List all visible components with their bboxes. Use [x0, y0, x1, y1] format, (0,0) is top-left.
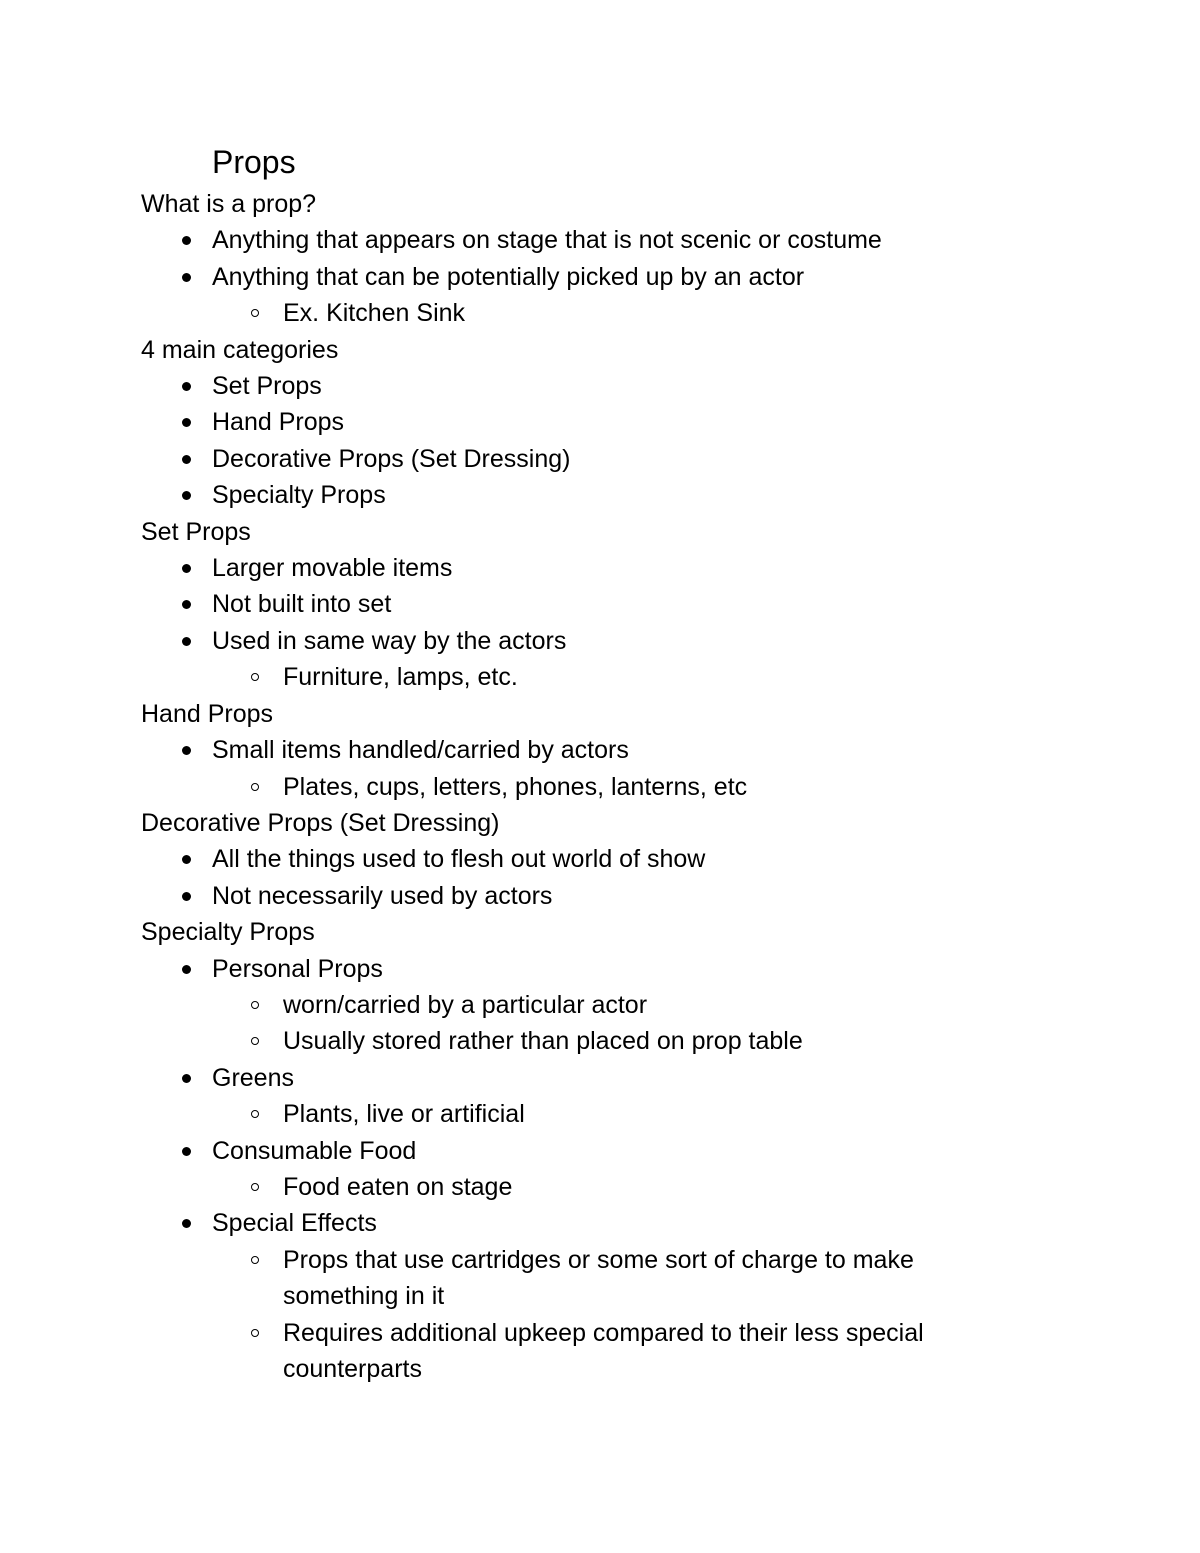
- sub-list-item: [141, 295, 1021, 331]
- bullet-icon: [182, 892, 191, 901]
- list-item-text: Special Effects: [212, 1209, 377, 1238]
- list-item-text: Set Props: [212, 372, 322, 401]
- hollow-bullet-icon: [251, 1001, 259, 1009]
- sub-list-item: [141, 987, 1021, 1023]
- sub-list-item-text: Usually stored rather than placed on prop table: [283, 1027, 803, 1056]
- list-item-text: Hand Props: [212, 408, 345, 437]
- section-set-props: [141, 514, 1021, 696]
- section-heading: What is a prop?: [141, 190, 317, 218]
- hollow-bullet-icon: [251, 1329, 259, 1337]
- section-heading: Specialty Props: [141, 918, 315, 947]
- hollow-bullet-icon: [251, 1183, 259, 1191]
- list-item: [141, 477, 1021, 513]
- list-item-text: Consumable Food: [212, 1136, 417, 1165]
- list-item: [141, 951, 1021, 987]
- list-item-text: Used in same way by the actors: [212, 626, 567, 655]
- sub-list-item: [141, 1169, 1021, 1205]
- list-item-text: Anything that can be potentially picked up by an actor: [212, 262, 805, 291]
- list-item: [141, 368, 1021, 404]
- sub-list-item-text: Plates, cups, letters, phones, lanterns, etc: [283, 772, 748, 801]
- bullet-icon: [182, 1147, 191, 1156]
- bullet-icon: [182, 418, 191, 427]
- sub-list-item-text: Ex. Kitchen Sink: [283, 299, 466, 328]
- document-body: [141, 186, 1021, 1387]
- section-heading: 4 main categories: [141, 335, 339, 364]
- section-decorative-props: [141, 805, 1021, 914]
- list-item-text: Personal Props: [212, 954, 383, 983]
- hollow-bullet-icon: [251, 1037, 259, 1045]
- list-item: [141, 841, 1021, 877]
- sub-list-item-text: Furniture, lamps, etc.: [283, 663, 518, 692]
- list-item: [141, 623, 1021, 659]
- sub-list-item: [141, 1315, 1003, 1388]
- list-item-text: Not necessarily used by actors: [212, 881, 553, 910]
- list-item-text: Greens: [212, 1063, 294, 1092]
- list-item: [141, 1060, 1021, 1096]
- list-item: [141, 1205, 1021, 1241]
- sub-list-item-text: Plants, live or artificial: [283, 1100, 525, 1129]
- bullet-icon: [182, 746, 191, 755]
- bullet-icon: [182, 855, 191, 864]
- list-item-text: Specialty Props: [212, 481, 386, 510]
- bullet-icon: [182, 600, 191, 609]
- bullet-icon: [182, 564, 191, 573]
- list-item-text: Larger movable items: [212, 554, 453, 583]
- bullet-icon: [182, 236, 191, 245]
- bullet-icon: [182, 491, 191, 500]
- sub-list-item: [141, 659, 1021, 695]
- list-item-text: Anything that appears on stage that is not scenic or costume: [212, 226, 882, 255]
- sub-list-item: [141, 1023, 1021, 1059]
- list-item-text: Small items handled/carried by actors: [212, 736, 629, 765]
- hollow-bullet-icon: [251, 1110, 259, 1118]
- section-heading: Set Props: [141, 517, 251, 546]
- sub-list-item-text: Food eaten on stage: [283, 1172, 513, 1201]
- bullet-icon: [182, 455, 191, 464]
- list-item-text: Decorative Props (Set Dressing): [212, 444, 571, 473]
- sub-list-item: [141, 1096, 1021, 1132]
- section-specialty-props: [141, 914, 1021, 1387]
- hollow-bullet-icon: [251, 1256, 259, 1264]
- list-item-text: Not built into set: [212, 590, 392, 619]
- sub-list-item-text: Props that use cartridges or some sort of charge to make something in it: [283, 1245, 914, 1311]
- sub-list-item: [141, 1242, 1003, 1315]
- list-item: [141, 586, 1021, 622]
- bullet-icon: [182, 382, 191, 391]
- list-item: [141, 441, 1021, 477]
- document-title: Props: [212, 144, 296, 180]
- hollow-bullet-icon: [251, 783, 259, 791]
- bullet-icon: [182, 1219, 191, 1228]
- list-item: [141, 404, 1021, 440]
- section-what-is-a-prop: [141, 186, 1021, 332]
- hollow-bullet-icon: [251, 309, 259, 317]
- section-main-categories: [141, 332, 1021, 514]
- hollow-bullet-icon: [251, 673, 259, 681]
- sub-list-item-text: worn/carried by a particular actor: [283, 990, 648, 1019]
- section-hand-props: [141, 696, 1021, 805]
- list-item: [141, 1133, 1021, 1169]
- section-heading: Decorative Props (Set Dressing): [141, 808, 500, 837]
- list-item: [141, 732, 1021, 768]
- section-heading: Hand Props: [141, 699, 274, 728]
- list-item: [141, 222, 1021, 258]
- sub-list-item-text: Requires additional upkeep compared to their less special counterparts: [283, 1318, 924, 1383]
- list-item: [141, 550, 1021, 586]
- bullet-icon: [182, 273, 191, 282]
- bullet-icon: [182, 637, 191, 646]
- list-item: [141, 259, 1021, 295]
- list-item-text: All the things used to flesh out world of show: [212, 845, 706, 874]
- list-item: [141, 878, 1021, 914]
- sub-list-item: [141, 769, 1021, 805]
- bullet-icon: [182, 965, 191, 974]
- bullet-icon: [182, 1074, 191, 1083]
